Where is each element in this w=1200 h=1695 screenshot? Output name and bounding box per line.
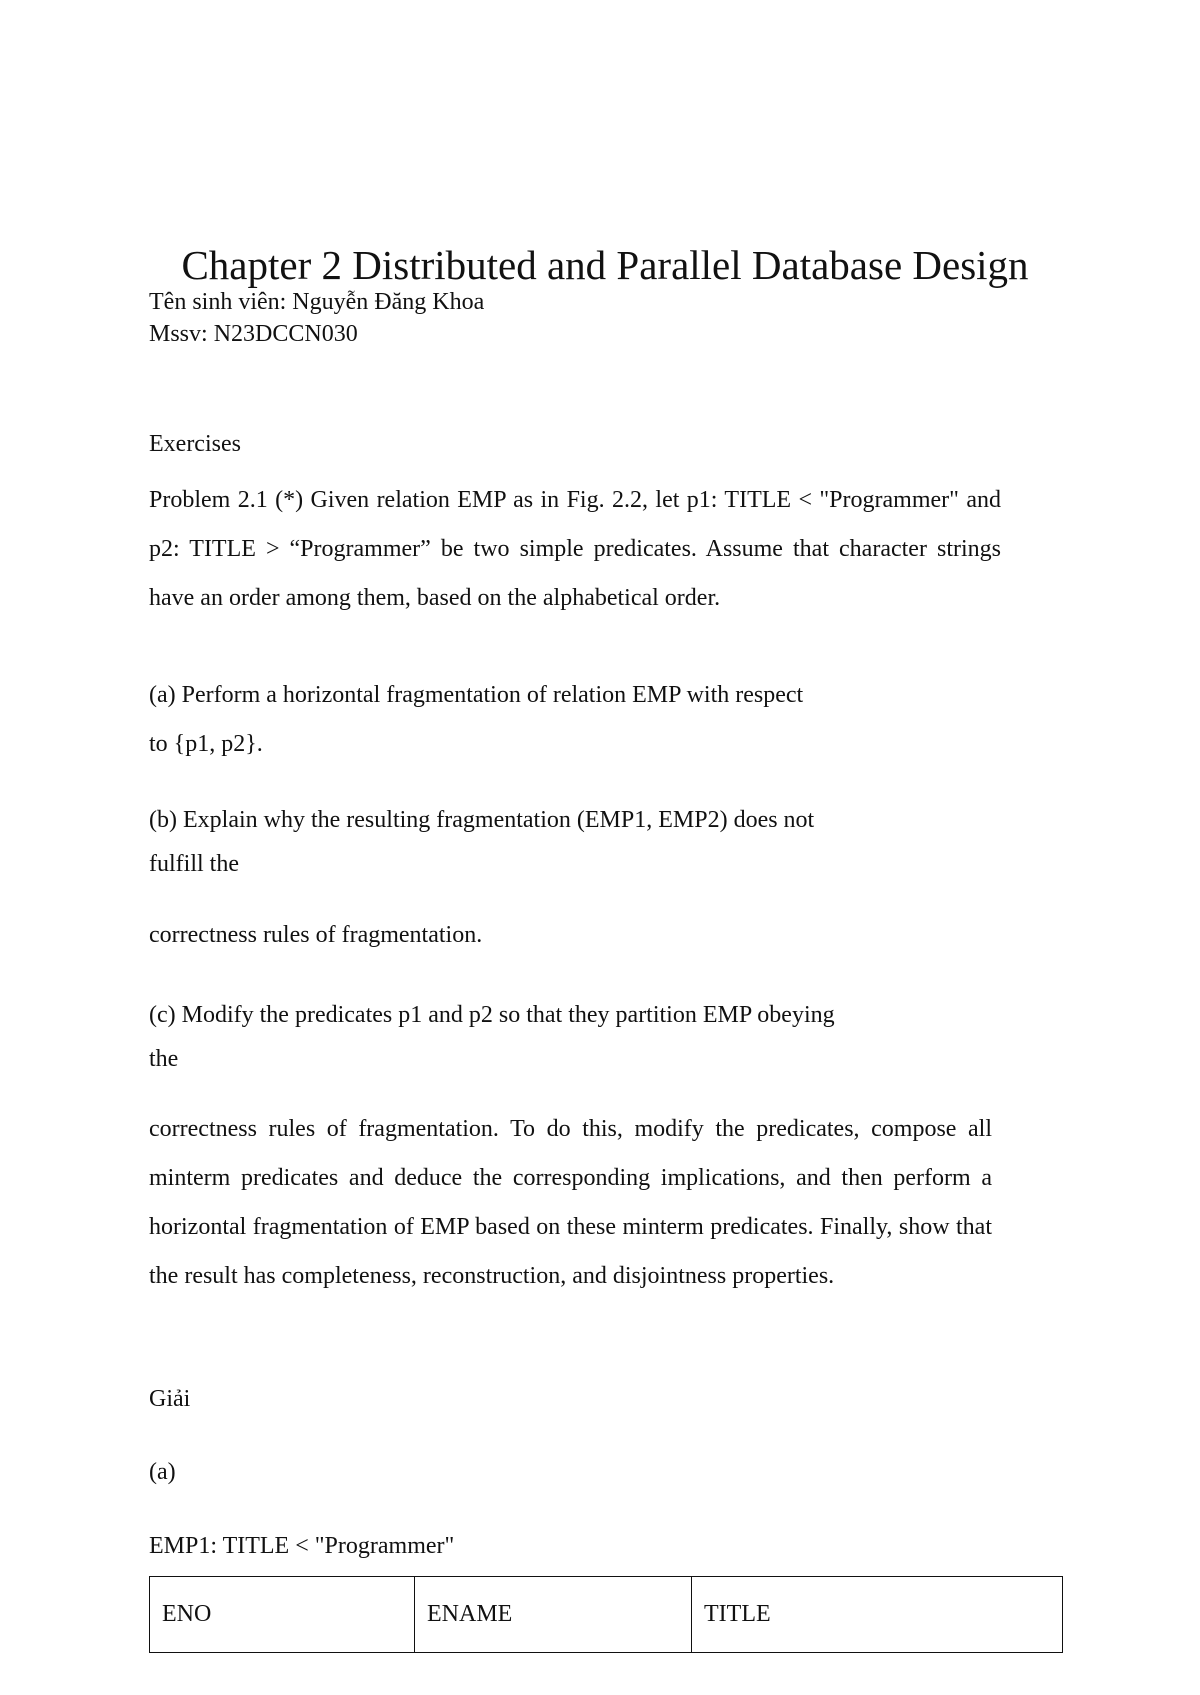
solution-part-a: (a) <box>149 1459 176 1485</box>
part-c-body: correctness rules of fragmentation. To do this, modify the predicates, compose all minterm predicates and deduce the corresponding implications, and then perform a horizontal fragmentation of EMP based on these minterm predicates. Finally, show that the result has completeness, reconstruction, and disjointness properties. <box>149 1116 992 1289</box>
part-a-line2: to {p1, p2}. <box>149 731 263 757</box>
part-c-line1: (c) Modify the predicates p1 and p2 so that they partition EMP obeying <box>149 1002 835 1028</box>
part-b-line2: fulfill the <box>149 851 239 877</box>
part-b-line3: correctness rules of fragmentation. <box>149 922 483 948</box>
column-header-title: TITLE <box>692 1577 1063 1653</box>
student-name: Tên sinh viên: Nguyễn Đăng Khoa <box>149 289 485 315</box>
part-a-line1: (a) Perform a horizontal fragmentation of relation EMP with respect <box>149 682 804 708</box>
problem-intro: Problem 2.1 (*) Given relation EMP as in Fig. 2.2, let p1: TITLE < "Programmer" and p2: TITLE > “Programmer” be two simple predicates. Assume that character strings have an order among them, based on the alphabetical order. <box>149 487 1001 611</box>
emp1-label: EMP1: TITLE < "Programmer" <box>149 1533 455 1559</box>
part-c-line2: the <box>149 1046 179 1072</box>
column-header-ename: ENAME <box>415 1577 692 1653</box>
column-header-eno: ENO <box>150 1577 415 1653</box>
solution-label: Giải <box>149 1386 191 1412</box>
part-b-line1: (b) Explain why the resulting fragmentation (EMP1, EMP2) does not <box>149 807 815 833</box>
student-id: Mssv: N23DCCN030 <box>149 321 358 347</box>
section-heading: Exercises <box>149 431 241 457</box>
chapter-title: Chapter 2 Distributed and Parallel Database Design <box>181 242 1029 288</box>
emp1-table <box>149 1576 1063 1653</box>
table-header-row <box>150 1577 1063 1653</box>
